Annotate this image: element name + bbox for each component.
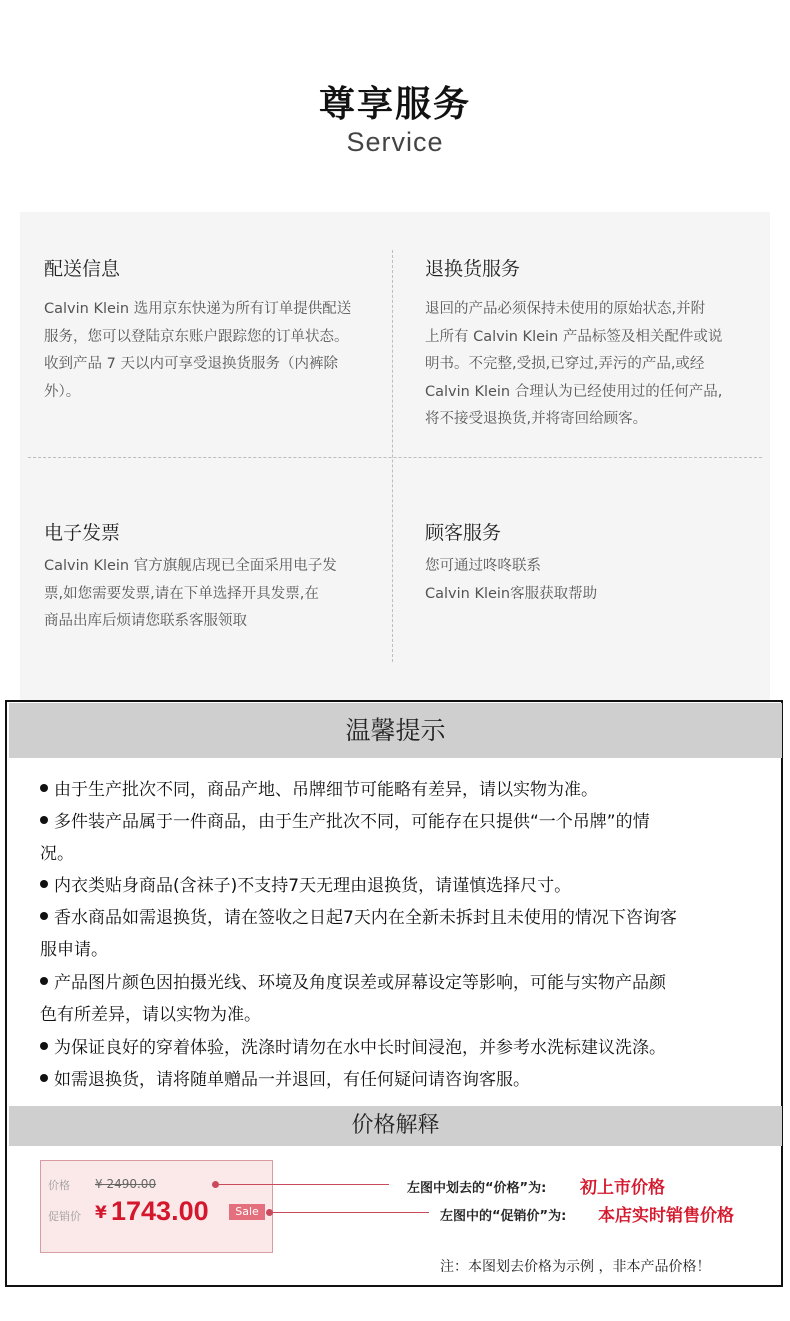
promo-price-label: 促销价 (48, 1210, 81, 1223)
bullet-icon (40, 784, 48, 792)
promo-price: 1743.00 (111, 1196, 209, 1226)
sale-badge: Sale (229, 1204, 265, 1220)
currency-symbol: ¥ (95, 1203, 107, 1223)
pointer-dot-icon (266, 1209, 273, 1216)
page-subtitle: Service (346, 127, 444, 157)
bullet-icon (40, 1042, 48, 1050)
returns-title: 退换货服务 (425, 258, 521, 280)
list-price: ¥ 2490.00 (95, 1177, 157, 1191)
pricing-header: 价格解释 (9, 1106, 782, 1146)
delivery-title: 配送信息 (44, 258, 121, 280)
price-note: 注：本图划去价格为示例 ，非本产品价格！ (440, 1259, 711, 1275)
explain-promo-price-value: 本店实时销售价格 (598, 1206, 734, 1226)
panel-horizontal-divider (28, 457, 762, 458)
explain-list-price: 左图中划去的“价格”为: (407, 1181, 547, 1196)
bullet-icon (40, 1074, 48, 1082)
tip-item: 香水商品如需退换货，请在签收之日起7天内在全新未拆封且未使用的情况下咨询客 服申请。 (40, 908, 677, 960)
bullet-icon (40, 977, 48, 985)
page-title: 尊享服务 (318, 84, 471, 125)
tip-item: 如需退换货，请将随单赠品一并退回，有任何疑问请咨询客服。 (40, 1064, 760, 1096)
explain-promo-price: 左图中的“促销价”为: (440, 1209, 567, 1224)
returns-text: 退回的产品必须保持未使用的原始状态,并附 上所有 Calvin Klein 产品标签及相关配件或说 明书。不完整,受损,已穿过,弄污的产品,或经 Calvin Klein 合理认为已经使用过的任何产品, 将不接受退换货,并将寄回给顾客。 (425, 301, 723, 427)
list-price-label: 价格 (48, 1179, 70, 1192)
tip-item: 由于生产批次不同，商品产地、吊牌细节可能略有差异，请以实物为准。 (40, 774, 760, 806)
invoice-title: 电子发票 (44, 522, 121, 544)
pointer-line (219, 1184, 389, 1185)
notice-header: 温馨提示 (9, 703, 782, 758)
invoice-text: Calvin Klein 官方旗舰店现已全面采用电子发 票,如您需要发票,请在下单选择开具发票,在 商品出库后烦请您联系客服领取 (44, 558, 337, 629)
customer-service-text: 您可通过咚咚联系 Calvin Klein客服获取帮助 (425, 558, 598, 602)
delivery-text: Calvin Klein 选用京东快递为所有订单提供配送 服务，您可以登陆京东账户跟踪您的订单状态。 收到产品 7 天以内可享受退换货服务（内裤除 外）。 (44, 301, 352, 400)
panel-vertical-divider (392, 250, 393, 662)
tip-item: 内衣类贴身商品(含袜子)不支持7天无理由退换货，请谨慎选择尺寸。 (40, 870, 760, 902)
bullet-icon (40, 880, 48, 888)
tip-item: 产品图片颜色因拍摄光线、环境及角度误差或屏幕设定等影响，可能与实物产品颜 色有所差异，请以实物为准。 (40, 973, 666, 1025)
tip-item: 多件装产品属于一件商品，由于生产批次不同，可能存在只提供“一个吊牌”的情 况。 (40, 812, 650, 864)
tip-item: 为保证良好的穿着体验，洗涤时请勿在水中长时间浸泡，并参考水洗标建议洗涤。 (40, 1032, 760, 1064)
bullet-icon (40, 912, 48, 920)
pointer-line (273, 1212, 429, 1213)
pointer-dot-icon (212, 1181, 219, 1188)
explain-list-price-value: 初上市价格 (580, 1178, 665, 1198)
customer-service-title: 顾客服务 (425, 522, 502, 544)
bullet-icon (40, 816, 48, 824)
